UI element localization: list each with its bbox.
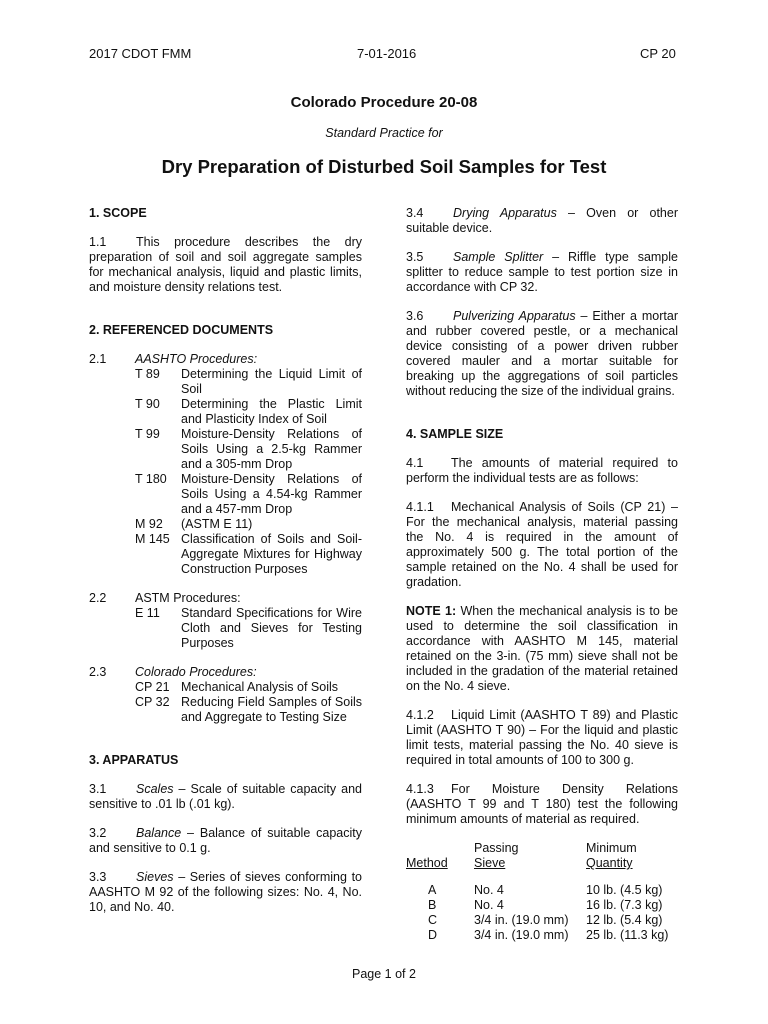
method-cell: A bbox=[428, 883, 437, 897]
term: Balance bbox=[136, 826, 182, 840]
section-1-heading: 1. SCOPE bbox=[89, 206, 147, 220]
reference-code: E 11 bbox=[135, 606, 160, 620]
astm-list bbox=[135, 606, 362, 651]
paragraph-text: The amounts of material required to perform the individual tests are as follows: bbox=[406, 456, 678, 485]
paragraph-text: – Riffle type sample splitter to reduce sample to test portion size in accordance with CP 32. bbox=[406, 250, 678, 294]
table-row bbox=[406, 928, 678, 943]
reference-description: Moisture-Density Relations of Soils Using a 4.54-kg Rammer and a 457-mm Drop bbox=[181, 472, 362, 516]
term: Pulverizing Apparatus bbox=[453, 309, 576, 323]
section-2-heading: 2. REFERENCED DOCUMENTS bbox=[89, 323, 274, 337]
table-row bbox=[406, 913, 678, 928]
page-number: Page 1 of 2 bbox=[352, 967, 416, 981]
reference-item bbox=[135, 532, 362, 577]
quantity-cell: 10 lb. (4.5 kg) bbox=[586, 883, 663, 897]
paragraph-text: Liquid Limit (AASHTO T 89) and Plastic Limit (AASHTO T 90) – For the liquid and plastic limit tests, material passing the No. 40 sieve is required in total amounts of 100 to 300 g. bbox=[406, 708, 678, 767]
reference-code: T 90 bbox=[135, 397, 160, 411]
note-label: NOTE 1: bbox=[406, 604, 457, 618]
paragraph-4-1-2 bbox=[406, 708, 678, 768]
right-column bbox=[406, 206, 678, 943]
reference-description: Moisture-Density Relations of Soils Using a 2.5-kg Rammer and a 305-mm Drop bbox=[181, 427, 362, 471]
reference-item bbox=[135, 695, 362, 725]
header-date: 7-01-2016 bbox=[357, 46, 417, 61]
term: Sample Splitter bbox=[453, 250, 544, 264]
paragraph-number: 4.1 bbox=[406, 456, 424, 470]
reference-code: T 180 bbox=[135, 472, 167, 486]
reference-item bbox=[135, 517, 362, 532]
aashto-list bbox=[135, 367, 362, 577]
header-right: CP 20 bbox=[640, 46, 676, 61]
reference-code: M 92 bbox=[135, 517, 163, 531]
reference-item bbox=[135, 427, 362, 472]
note-text: When the mechanical analysis is to be used to determine the soil classification in accordance with AASHTO M 145, material retained on the 3-in. (75 mm) sieve shall not be included in the gradation of the material retained on the No. 4 sieve. bbox=[406, 604, 678, 693]
table-row bbox=[406, 898, 678, 913]
reference-description: (ASTM E 11) bbox=[181, 517, 253, 531]
procedure-title: Colorado Procedure 20-08 bbox=[290, 94, 478, 111]
quantity-cell: 12 lb. (5.4 kg) bbox=[586, 913, 663, 927]
term: Sieves bbox=[136, 870, 174, 884]
quantity-cell: 16 lb. (7.3 kg) bbox=[586, 898, 663, 912]
paragraph-2-3 bbox=[89, 665, 362, 725]
paragraph-2-1 bbox=[89, 352, 362, 577]
method-cell: C bbox=[428, 913, 438, 927]
reference-code: T 89 bbox=[135, 367, 160, 381]
paragraph-number: 4.1.2 bbox=[406, 708, 434, 722]
paragraph-3-1 bbox=[89, 782, 362, 812]
paragraph-4-1-1 bbox=[406, 500, 678, 590]
method-cell: D bbox=[428, 928, 438, 942]
paragraph-number: 3.4 bbox=[406, 206, 424, 220]
table-header-row bbox=[406, 841, 678, 856]
header-left: 2017 CDOT FMM bbox=[89, 46, 192, 61]
paragraph-3-6 bbox=[406, 309, 678, 399]
paragraph-number: 4.1.3 bbox=[406, 782, 434, 796]
section-3-heading: 3. APPARATUS bbox=[89, 753, 179, 767]
paragraph-number: 1.1 bbox=[89, 235, 107, 249]
paragraph-3-5 bbox=[406, 250, 678, 295]
column-header-method: Method bbox=[406, 856, 448, 870]
paragraph-3-3 bbox=[89, 870, 362, 915]
column-header-sieve: Sieve bbox=[474, 856, 506, 870]
column-header-quantity: Quantity bbox=[586, 856, 633, 870]
reference-code: CP 32 bbox=[135, 695, 170, 709]
paragraph-3-4 bbox=[406, 206, 678, 236]
reference-description: Determining the Liquid Limit of Soil bbox=[181, 367, 362, 396]
term: Drying Apparatus bbox=[453, 206, 557, 220]
paragraph-number: 3.2 bbox=[89, 826, 107, 840]
paragraph-4-1-3 bbox=[406, 782, 678, 827]
paragraph-number: 2.2 bbox=[89, 591, 107, 605]
table-row bbox=[406, 883, 678, 898]
table-header-row bbox=[406, 856, 678, 871]
paragraph-number: 3.5 bbox=[406, 250, 424, 264]
reference-description: Standard Specifications for Wire Cloth and Sieves for Testing Purposes bbox=[181, 606, 362, 650]
paragraph-number: 2.3 bbox=[89, 665, 107, 679]
paragraph-number: 3.6 bbox=[406, 309, 424, 323]
paragraph-text: – Either a mortar and rubber covered pestle, or a mechanical device consisting of a power driven rubber covered mauler and a mortar suitable for breaking up the aggregations of soil particles without reducing the size of the individual grains. bbox=[406, 309, 678, 398]
quantity-cell: 25 lb. (11.3 kg) bbox=[586, 928, 669, 942]
left-column bbox=[89, 206, 362, 915]
reference-description: Determining the Plastic Limit and Plasticity Index of Soil bbox=[181, 397, 362, 426]
sample-size-table bbox=[406, 841, 678, 943]
sieve-cell: 3/4 in. (19.0 mm) bbox=[474, 928, 569, 942]
paragraph-4-1 bbox=[406, 456, 678, 486]
section-4-heading: 4. SAMPLE SIZE bbox=[406, 427, 504, 441]
sieve-cell: 3/4 in. (19.0 mm) bbox=[474, 913, 569, 927]
reference-item bbox=[135, 680, 362, 695]
paragraph-number: 2.1 bbox=[89, 352, 107, 366]
reference-item bbox=[135, 367, 362, 397]
paragraph-1-1 bbox=[89, 235, 362, 295]
paragraph-number: 4.1.1 bbox=[406, 500, 434, 514]
paragraph-text: – Series of sieves conforming to AASHTO M 92 of the following sizes: No. 4, No. 10, and No. 40. bbox=[89, 870, 362, 914]
term: Scales bbox=[136, 782, 174, 796]
sieve-cell: No. 4 bbox=[474, 883, 504, 897]
list-title: Colorado Procedures: bbox=[135, 665, 257, 679]
colorado-list bbox=[135, 680, 362, 725]
sieve-cell: No. 4 bbox=[474, 898, 504, 912]
column-header-passing: Passing bbox=[474, 841, 519, 855]
reference-item bbox=[135, 472, 362, 517]
paragraph-3-2 bbox=[89, 826, 362, 856]
reference-code: CP 21 bbox=[135, 680, 170, 694]
reference-description: Mechanical Analysis of Soils bbox=[181, 680, 339, 694]
list-title: AASHTO Procedures: bbox=[135, 352, 258, 366]
reference-code: T 99 bbox=[135, 427, 160, 441]
paragraph-text: – Scale of suitable capacity and sensitive to .01 lb (.01 kg). bbox=[89, 782, 362, 811]
note-1 bbox=[406, 604, 678, 694]
paragraph-number: 3.1 bbox=[89, 782, 107, 796]
procedure-subtitle: Standard Practice for bbox=[325, 126, 443, 140]
paragraph-text: This procedure describes the dry preparation of soil and soil aggregate samples for mechanical analysis, liquid and plastic limits, and moisture density relations test. bbox=[89, 235, 362, 294]
list-title: ASTM Procedures: bbox=[135, 591, 241, 605]
column-header-minimum: Minimum bbox=[586, 841, 637, 855]
paragraph-text: For Moisture Density Relations (AASHTO T 99 and T 180) test the following minimum amounts of material as required. bbox=[406, 782, 678, 826]
paragraph-text: – Oven or other suitable device. bbox=[406, 206, 678, 235]
reference-description: Reducing Field Samples of Soils and Aggregate to Testing Size bbox=[181, 695, 362, 724]
paragraph-2-2 bbox=[89, 591, 362, 651]
reference-item bbox=[135, 606, 362, 651]
reference-item bbox=[135, 397, 362, 427]
reference-description: Classification of Soils and Soil-Aggregate Mixtures for Highway Construction Purposes bbox=[181, 532, 362, 576]
paragraph-text: – Balance of suitable capacity and sensitive to 0.1 g. bbox=[89, 826, 362, 855]
document-title: Dry Preparation of Disturbed Soil Samples for Test bbox=[161, 156, 607, 177]
reference-code: M 145 bbox=[135, 532, 170, 546]
paragraph-number: 3.3 bbox=[89, 870, 107, 884]
paragraph-text: Mechanical Analysis of Soils (CP 21) – For the mechanical analysis, material passing the No. 4 is required in the amount of approximately 500 g. The total portion of the sample retained on the No. 4 shall be used for gradation. bbox=[406, 500, 678, 589]
method-cell: B bbox=[428, 898, 437, 912]
